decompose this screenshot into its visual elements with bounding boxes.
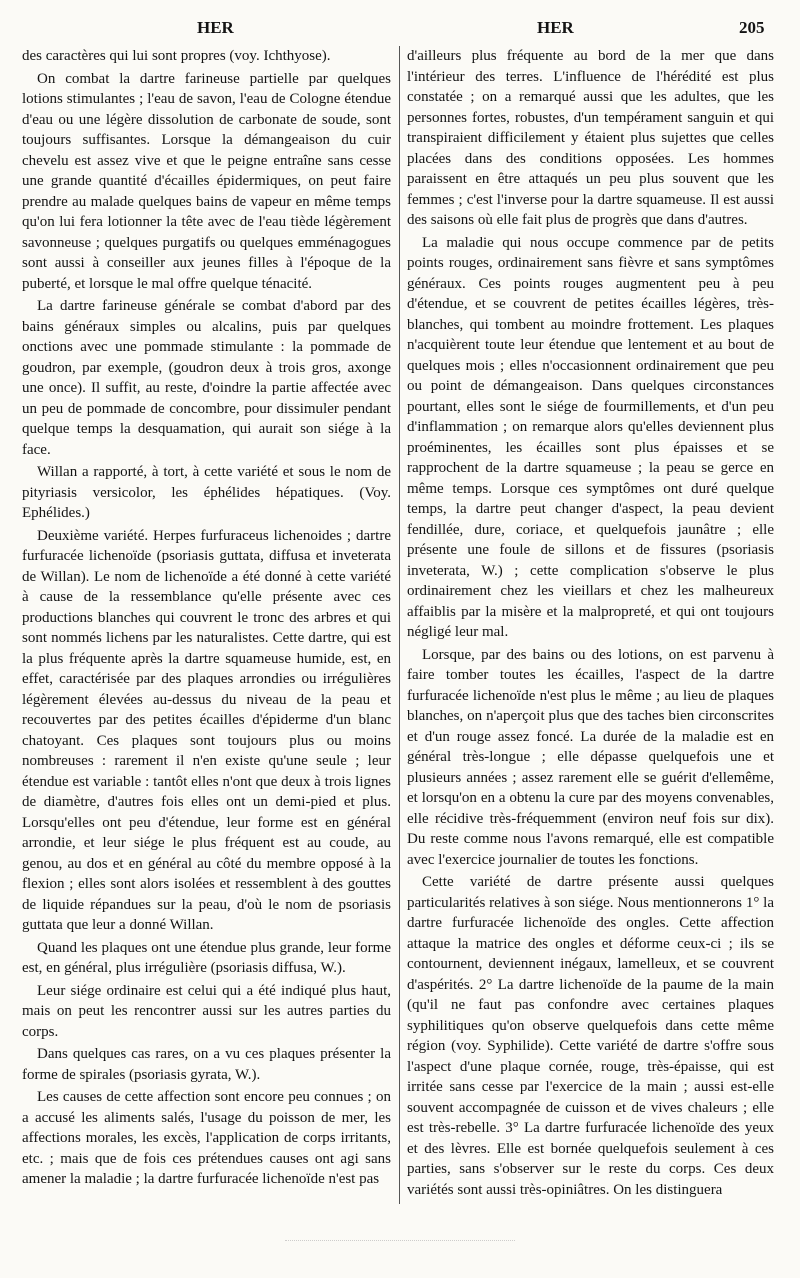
paragraph: Deuxième variété. Herpes furfuraceus lichenoides ; dartre furfuracée lichenoïde (psoriasis guttata, diffusa et inveterata de Willan). Le nom de lichenoïde a été donné à cette variété à cause de la ressemblance qu'elle présente avec ces productions blanches qui couvrent le tronc des arbres et qui sont nommés lichens par les naturalistes. Cette dartre, qui est la plus fréquente après la dartre squameuse humide, est, en effet, caractérisée par des plaques arrondies ou irrégulières légèrement élevées au-dessus du niveau de la peau et recouvertes par des petites écailles d'épiderme d'un blanc chatoyant. Ces plaques sont toujours plus ou moins nombreuses : rarement il n'en existe qu'une seule ; leur étendue est variable : tantôt elles n'ont que deux à trois lignes de diamètre, d'autres fois elles ont un demi-pied et plus. Lorsqu'elles ont peu d'étendue, leur forme est en général arrondie, et leur siége le plus fréquent est au coude, au genou, au dos et en général au côté du membre opposé à la flexion ; elles sont alors isolées et ressemblent à des gouttes de liquide répandues sur la peau, d'où le nom de psoriasis guttata que leur a donné Willan. xyxy=(22,527,391,933)
paragraph: Cette variété de dartre présente aussi quelques particularités relatives à son siége. Nous mentionnerons 1° la dartre furfuracée lichenoïde des ongles. Cette affection attaque la matrice des ongles et déforme ceux-ci ; ils se contournent, deviennent inégaux, lamelleux, et se couvrent d'aspérités. 2° La dartre lichenoïde de la paume de la main (qu'il ne faut pas confondre avec certaines plaques syphilitiques qu'on observe quelquefois dans cette même région (voy. Syphilide). Cette variété de dartre s'offre sous l'aspect d'une plaque cornée, rouge, très-épaisse, qui est irritée sans cesse par l'exercice de la main ; aussi est-elle souvent accompagnée de cuisson et de vives chaleurs ; elle est très-rebelle. 3° La dartre furfuracée lichenoïde des yeux et des lèvres. Elle est bornée quelquefois seulement à ces parties, sans s'observer sur le reste du corps. Ces deux variétés sont aussi très-opiniâtres. On les distinguera xyxy=(407,874,774,1198)
running-header xyxy=(0,18,800,42)
paragraph: Lorsque, par des bains ou des lotions, on est parvenu à faire tomber toutes les écailles, l'aspect de la dartre furfuracée lichenoïde n'est plus le même ; au lieu de plaques blanches, on n'aperçoit plus que des taches bien circonscrites et d'un rouge assez foncé. La durée de la maladie est en général très-longue ; elle dépasse quelquefois une et plusieurs années ; assez rarement elle se guérit d'ellemême, et lorsqu'on en a obtenu la cure par des moyens convenables, elle récidive très-fréquemment (environ neuf fois sur dix). Du reste comme nous l'avons remarqué, elle est compatible avec l'exercice journalier de toutes les fonctions. xyxy=(407,646,774,868)
header-right-title: HER xyxy=(537,18,574,37)
paragraph: des caractères qui lui sont propres (voy. Ichthyose). xyxy=(22,48,331,64)
paragraph: Les causes de cette affection sont encore peu connues ; on a accusé les aliments salés, l'usage du poisson de mer, les affections morales, les excès, l'application de corps irritants, etc. ; mais que de fois ces prétendues causes ont agi sans amener la maladie ; la dartre furfuracée lichenoïde n'est pas xyxy=(22,1089,391,1187)
left-column xyxy=(22,46,391,1190)
header-left-title: HER xyxy=(197,18,234,37)
paragraph: La maladie qui nous occupe commence par de petits points rouges, ordinairement sans fièvre et sans symptômes généraux. Ces points rouges augmentent peu à peu d'étendue, et se couvrent de petites écailles légères, très-blanches, qui tombent au moindre frottement. Les plaques n'acquièrent toute leur étendue que lentement et au bout de quelques mois ; elles n'occasionnent ordinairement que peu ou point de démangeaison. Dans quelques circonstances pourtant, elles sont le siége de fourmillements, et d'un peu d'inflammation ; on remarque alors qu'elles deviennent plus proéminentes, les écailles sont plus épaisses et se rapprochent de la dartre squameuse ; la peau se gerce en même temps. Lorsque ces symptômes ont duré quelque temps, la dartre peut changer d'aspect, la peau devient fendillée, dure, coriace, et quelquefois jaunâtre ; elle présente une foule de sillons et de fissures (psoriasis inveterata, W.) ; cette complication s'observe le plus ordinairement chez les vieillars et chez les malheureux affaiblis par la misère et la malpropreté, et qui ont toujours négligé leur mal. xyxy=(407,234,774,640)
paragraph: La dartre farineuse générale se combat d'abord par des bains généraux simples ou alcalins, puis par quelques onctions avec une pommade stimulante : la pommade de goudron, par exemple, (goudron deux à trois gros, axonge une once). Il suffit, au reste, d'oindre la partie affectée avec un peu de pommade de concombre, pour dissimuler pendant quelque temps la desquamation, qui aurait son siége à la face. xyxy=(22,298,391,458)
page-footer-mark xyxy=(285,1240,515,1247)
paragraph: Leur siége ordinaire est celui qui a été indiqué plus haut, mais on peut les rencontrer aussi sur les autres parties du corps. xyxy=(22,982,391,1040)
paragraph: Dans quelques cas rares, on a vu ces plaques présenter la forme de spirales (psoriasis gyrata, W.). xyxy=(22,1046,391,1083)
page-number: 205 xyxy=(739,18,765,37)
right-column xyxy=(407,46,774,1200)
column-divider xyxy=(399,46,400,1204)
paragraph: Willan a rapporté, à tort, à cette variété et sous le nom de pityriasis versicolor, les éphélides hépatiques. (Voy. Ephélides.) xyxy=(22,464,391,521)
paragraph: Quand les plaques ont une étendue plus grande, leur forme est, en général, plus irrégulière (psoriasis diffusa, W.). xyxy=(22,939,391,976)
paragraph: d'ailleurs plus fréquente au bord de la mer que dans l'intérieur des terres. L'influence de l'hérédité est plus constatée ; on a remarqué aussi que les adultes, que les personnes fortes, robustes, d'un tempérament sanguin et qui transpiraient difficilement y étaient plus sujettes que celles placées dans des conditions opposées. Les hommes paraissent en être attaqués un peu plus souvent que les femmes ; c'est l'inverse pour la dartre squameuse. Il est aussi des saisons où elle fait plus de progrès que dans d'autres. xyxy=(407,48,774,228)
paragraph: On combat la dartre farineuse partielle par quelques lotions stimulantes ; l'eau de savon, l'eau de Cologne étendue d'eau ou une légère dissolution de carbonate de soude, sont toujours suffisantes. Lorsque la démangeaison du cuir chevelu est assez vive et que le peigne entraîne sans cesse une grande quantité d'écailles épidermiques, on peut faire prendre au malade quelques bains de vapeur en même temps qu'on lui fera lotionner la tête avec de l'eau tiède légèrement savonneuse ; quelques purgatifs ou quelques emménagogues sont aussi à conseiller aux jeunes filles à l'époque de la puberté, et lorsque le mal offre quelque ténacité. xyxy=(22,70,391,292)
